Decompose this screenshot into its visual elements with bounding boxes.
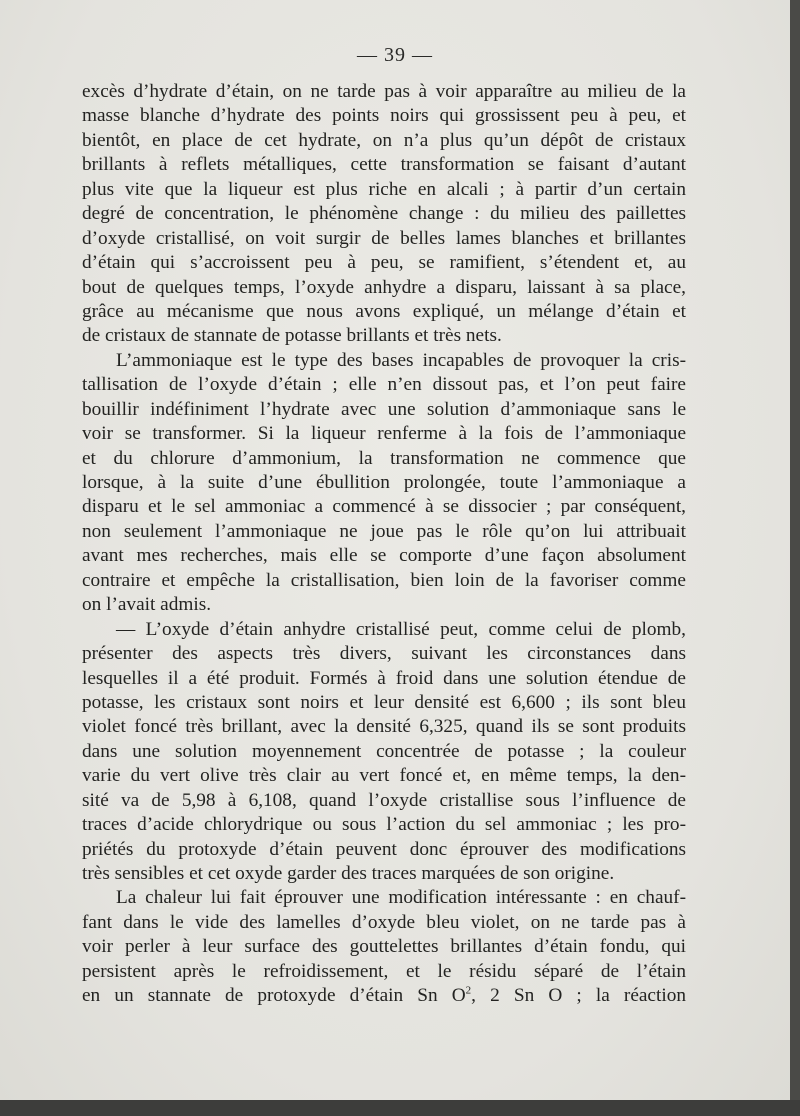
final-line-superscript: 2 [465,984,472,997]
text-line: de cristaux de stannate de potasse brillants et très nets. [82,325,502,347]
text-line: dans une solution moyennement concentrée de potasse ; la couleur [82,740,686,762]
text-line: lesquelles il a été produit. Formés à froid dans une solution étendue de [82,667,686,689]
text-line: degré de concentration, le phénomène change : du milieu des paillettes [82,203,686,225]
text-line: voir se transformer. Si la liqueur renferme à la fois de l’ammoniaque [82,423,686,445]
text-line: lorsque, à la suite d’une ébullition prolongée, toute l’ammoniaque a [82,472,686,493]
text-line: non seulement l’ammoniaque ne joue pas le rôle qu’on lui attribuait [82,520,686,542]
text-line: traces d’acide chlorydrique ou sous l’action du sel ammoniac ; les pro- [82,814,686,836]
text-line: tallisation de l’oxyde d’étain ; elle n’en dissout pas, et l’on peut faire [82,374,686,396]
final-line-before: en un stannate de protoxyde d’étain Sn O [82,985,466,1007]
text-line: disparu et le sel ammoniac a commencé à se dissocier ; par conséquent, [82,496,686,518]
text-line: plus vite que la liqueur est plus riche en alcali ; à partir d’un certain [82,178,686,200]
text-line: priétés du protoxyde d’étain peuvent donc éprouver des modifications [82,838,686,860]
text-lines [82,80,686,984]
text-line: La chaleur lui fait éprouver une modification intéressante : en chauf- [116,887,686,909]
body-text [82,80,686,1009]
text-line: avant mes recherches, mais elle se comporte d’une façon absolument [82,545,686,567]
text-line: et du chlorure d’ammonium, la transformation ne commence que [82,447,686,469]
text-line: bout de quelques temps, l’oxyde anhydre a disparu, laissant à sa place, [82,276,686,298]
text-line: potasse, les cristaux sont noirs et leur densité est 6,600 ; ils sont bleu [82,691,686,713]
text-line: brillants à reflets métalliques, cette transformation se faisant d’autant [82,154,686,176]
text-line: varie du vert olive très clair au vert foncé et, en même temps, la den- [82,765,686,787]
text-line: présenter des aspects très divers, suivant les circonstances dans [82,643,686,665]
text-line: L’ammoniaque est le type des bases incapables de provoquer la cris- [116,349,686,371]
text-line: bouillir indéfiniment l’hydrate avec une solution d’ammoniaque sans le [82,398,686,420]
text-line: voir perler à leur surface des gouttelettes brillantes d’étain fondu, qui [82,936,686,958]
scan-border-right [790,0,800,1100]
text-line: masse blanche d’hydrate des points noirs qui grossissent peu à peu, et [82,105,686,127]
text-line: bientôt, en place de cet hydrate, on n’a plus qu’un dépôt de cristaux [82,129,686,151]
text-line: grâce au mécanisme que nous avons expliqué, un mélange d’étain et [82,300,686,322]
text-line: on l’avait admis. [82,594,212,616]
text-line: sité va de 5,98 à 6,108, quand l’oxyde cristallise sous l’influence de [82,789,686,811]
text-line: fant dans le vide des lamelles d’oxyde bleu violet, on ne tarde pas à [82,911,686,933]
text-line-final [82,984,686,1008]
text-line: d’étain qui s’accroissent peu à peu, se ramifient, s’étendent et, au [82,252,686,274]
text-line: — L’oxyde d’étain anhydre cristallisé peut, comme celui de plomb, [116,618,686,640]
text-line: violet foncé très brillant, avec la densité 6,325, quand ils se sont produits [82,716,686,738]
text-line: persistent après le refroidissement, et le résidu séparé de l’étain [82,960,686,982]
text-line: excès d’hydrate d’étain, on ne tarde pas à voir apparaître au milieu de la [82,81,686,102]
page-number: — 39 — [357,44,433,66]
text-line: très sensibles et cet oxyde garder des traces marquées de son origine. [82,863,615,884]
text-line: d’oxyde cristallisé, on voit surgir de belles lames blanches et brillantes [82,227,686,249]
final-line-after: , 2 Sn O ; la réaction [471,985,686,1007]
text-line: contraire et empêche la cristallisation, bien loin de la favoriser comme [82,569,686,591]
scan-border-bottom [0,1100,800,1116]
